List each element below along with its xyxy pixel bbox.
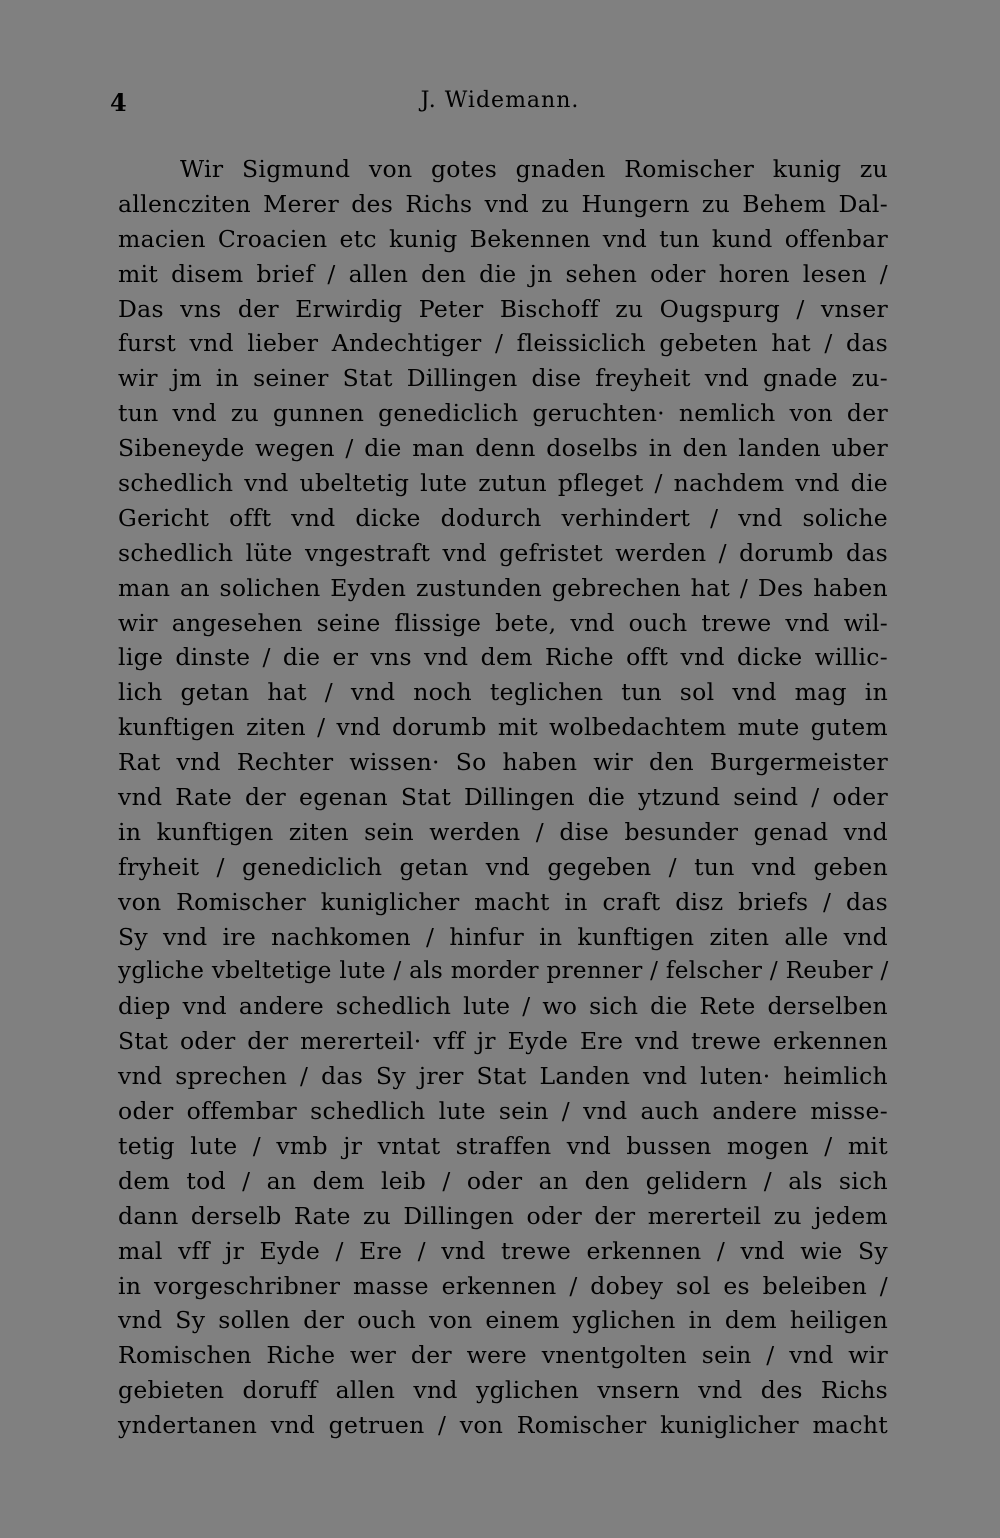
text-line: Gericht offt vnd dicke dodurch verhindert / vnd soliche	[118, 503, 888, 532]
text-line: Sy vnd ire nachkomen / hinfur in kunftigen ziten alle vnd	[118, 922, 888, 951]
text-line: wir jm in seiner Stat Dillingen dise freyheit vnd gnade zu-	[118, 364, 888, 393]
text-line: fryheit / genediclich getan vnd gegeben / tun vnd geben	[118, 852, 888, 881]
text-line: oder offembar schedlich lute sein / vnd auch andere misse-	[118, 1097, 888, 1126]
text-line: vnd Rate der egenan Stat Dillingen die ytzund seind / oder	[118, 783, 888, 812]
text-line: schedlich vnd ubeltetig lute zutun pfleget / nachdem vnd die	[118, 469, 888, 498]
body-text	[118, 152, 888, 1443]
text-line: Sibeneyde wegen / die man denn doselbs in den landen uber	[118, 434, 888, 463]
text-line: kunftigen ziten / vnd dorumb mit wolbedachtem mute gutem	[118, 713, 888, 742]
text-line: diep vnd andere schedlich lute / wo sich die Rete derselben	[118, 992, 888, 1021]
text-line: Rat vnd Rechter wissen· So haben wir den Burgermeister	[118, 748, 888, 777]
running-head: J. Widemann.	[420, 88, 580, 113]
text-line: Das vns der Erwirdig Peter Bischoff zu Ougspurg / vnser	[118, 294, 888, 323]
text-line: Stat oder der mererteil· vff jr Eyde Ere vnd trewe erkennen	[118, 1027, 888, 1056]
text-line: tetig lute / vmb jr vntat straffen vnd bussen mogen / mit	[118, 1131, 888, 1160]
text-line: von Romischer kuniglicher macht in craft disz briefs / das	[118, 887, 888, 916]
text-line: lich getan hat / vnd noch teglichen tun sol vnd mag in	[118, 678, 888, 707]
text-line: yndertanen vnd getruen / von Romischer kuniglicher macht	[118, 1411, 888, 1440]
text-line: macien Croacien etc kunig Bekennen vnd tun kund offenbar	[118, 224, 888, 253]
text-line: vnd sprechen / das Sy jrer Stat Landen vnd luten· heimlich	[118, 1062, 888, 1091]
text-line: dem tod / an dem leib / oder an den gelidern / als sich	[118, 1166, 888, 1195]
page-number: 4	[110, 88, 127, 117]
text-line: gebieten doruff allen vnd yglichen vnsern vnd des Richs	[118, 1376, 888, 1405]
text-line: mal vff jr Eyde / Ere / vnd trewe erkennen / vnd wie Sy	[118, 1236, 888, 1265]
text-line: furst vnd lieber Andechtiger / fleissiclich gebeten hat / das	[118, 329, 888, 358]
page-header	[110, 88, 890, 128]
text-line: Wir Sigmund von gotes gnaden Romischer kunig zu	[180, 155, 888, 183]
text-line: tun vnd zu gunnen genediclich geruchten· nemlich von der	[118, 399, 888, 428]
text-line: in kunftigen ziten sein werden / dise besunder genad vnd	[118, 817, 888, 846]
text-line: schedlich lüte vngestraft vnd gefristet werden / dorumb das	[118, 538, 888, 567]
text-line: in vorgeschribner masse erkennen / dobey sol es beleiben /	[118, 1271, 888, 1300]
text-line: Romischen Riche wer der were vnentgolten sein / vnd wir	[118, 1341, 888, 1370]
text-line: lige dinste / die er vns vnd dem Riche offt vnd dicke willic-	[118, 643, 888, 672]
text-line: dann derselb Rate zu Dillingen oder der mererteil zu jedem	[118, 1201, 888, 1230]
text-line: ygliche vbeltetige lute / als morder prenner / felscher / Reuber /	[118, 958, 889, 985]
text-line: wir angesehen seine flissige bete, vnd ouch trewe vnd wil-	[118, 608, 888, 637]
text-line: allenczitеn Merer des Richs vnd zu Hungern zu Behem Dal-	[118, 189, 888, 218]
text-line: vnd Sy sollen der ouch von einem yglichen in dem heiligen	[118, 1306, 888, 1335]
text-line: mit disem brief / allen den die jn sehen oder horen lesen /	[118, 259, 888, 288]
text-line: man an solichen Eyden zustunden gebrechen hat / Des haben	[118, 573, 888, 602]
